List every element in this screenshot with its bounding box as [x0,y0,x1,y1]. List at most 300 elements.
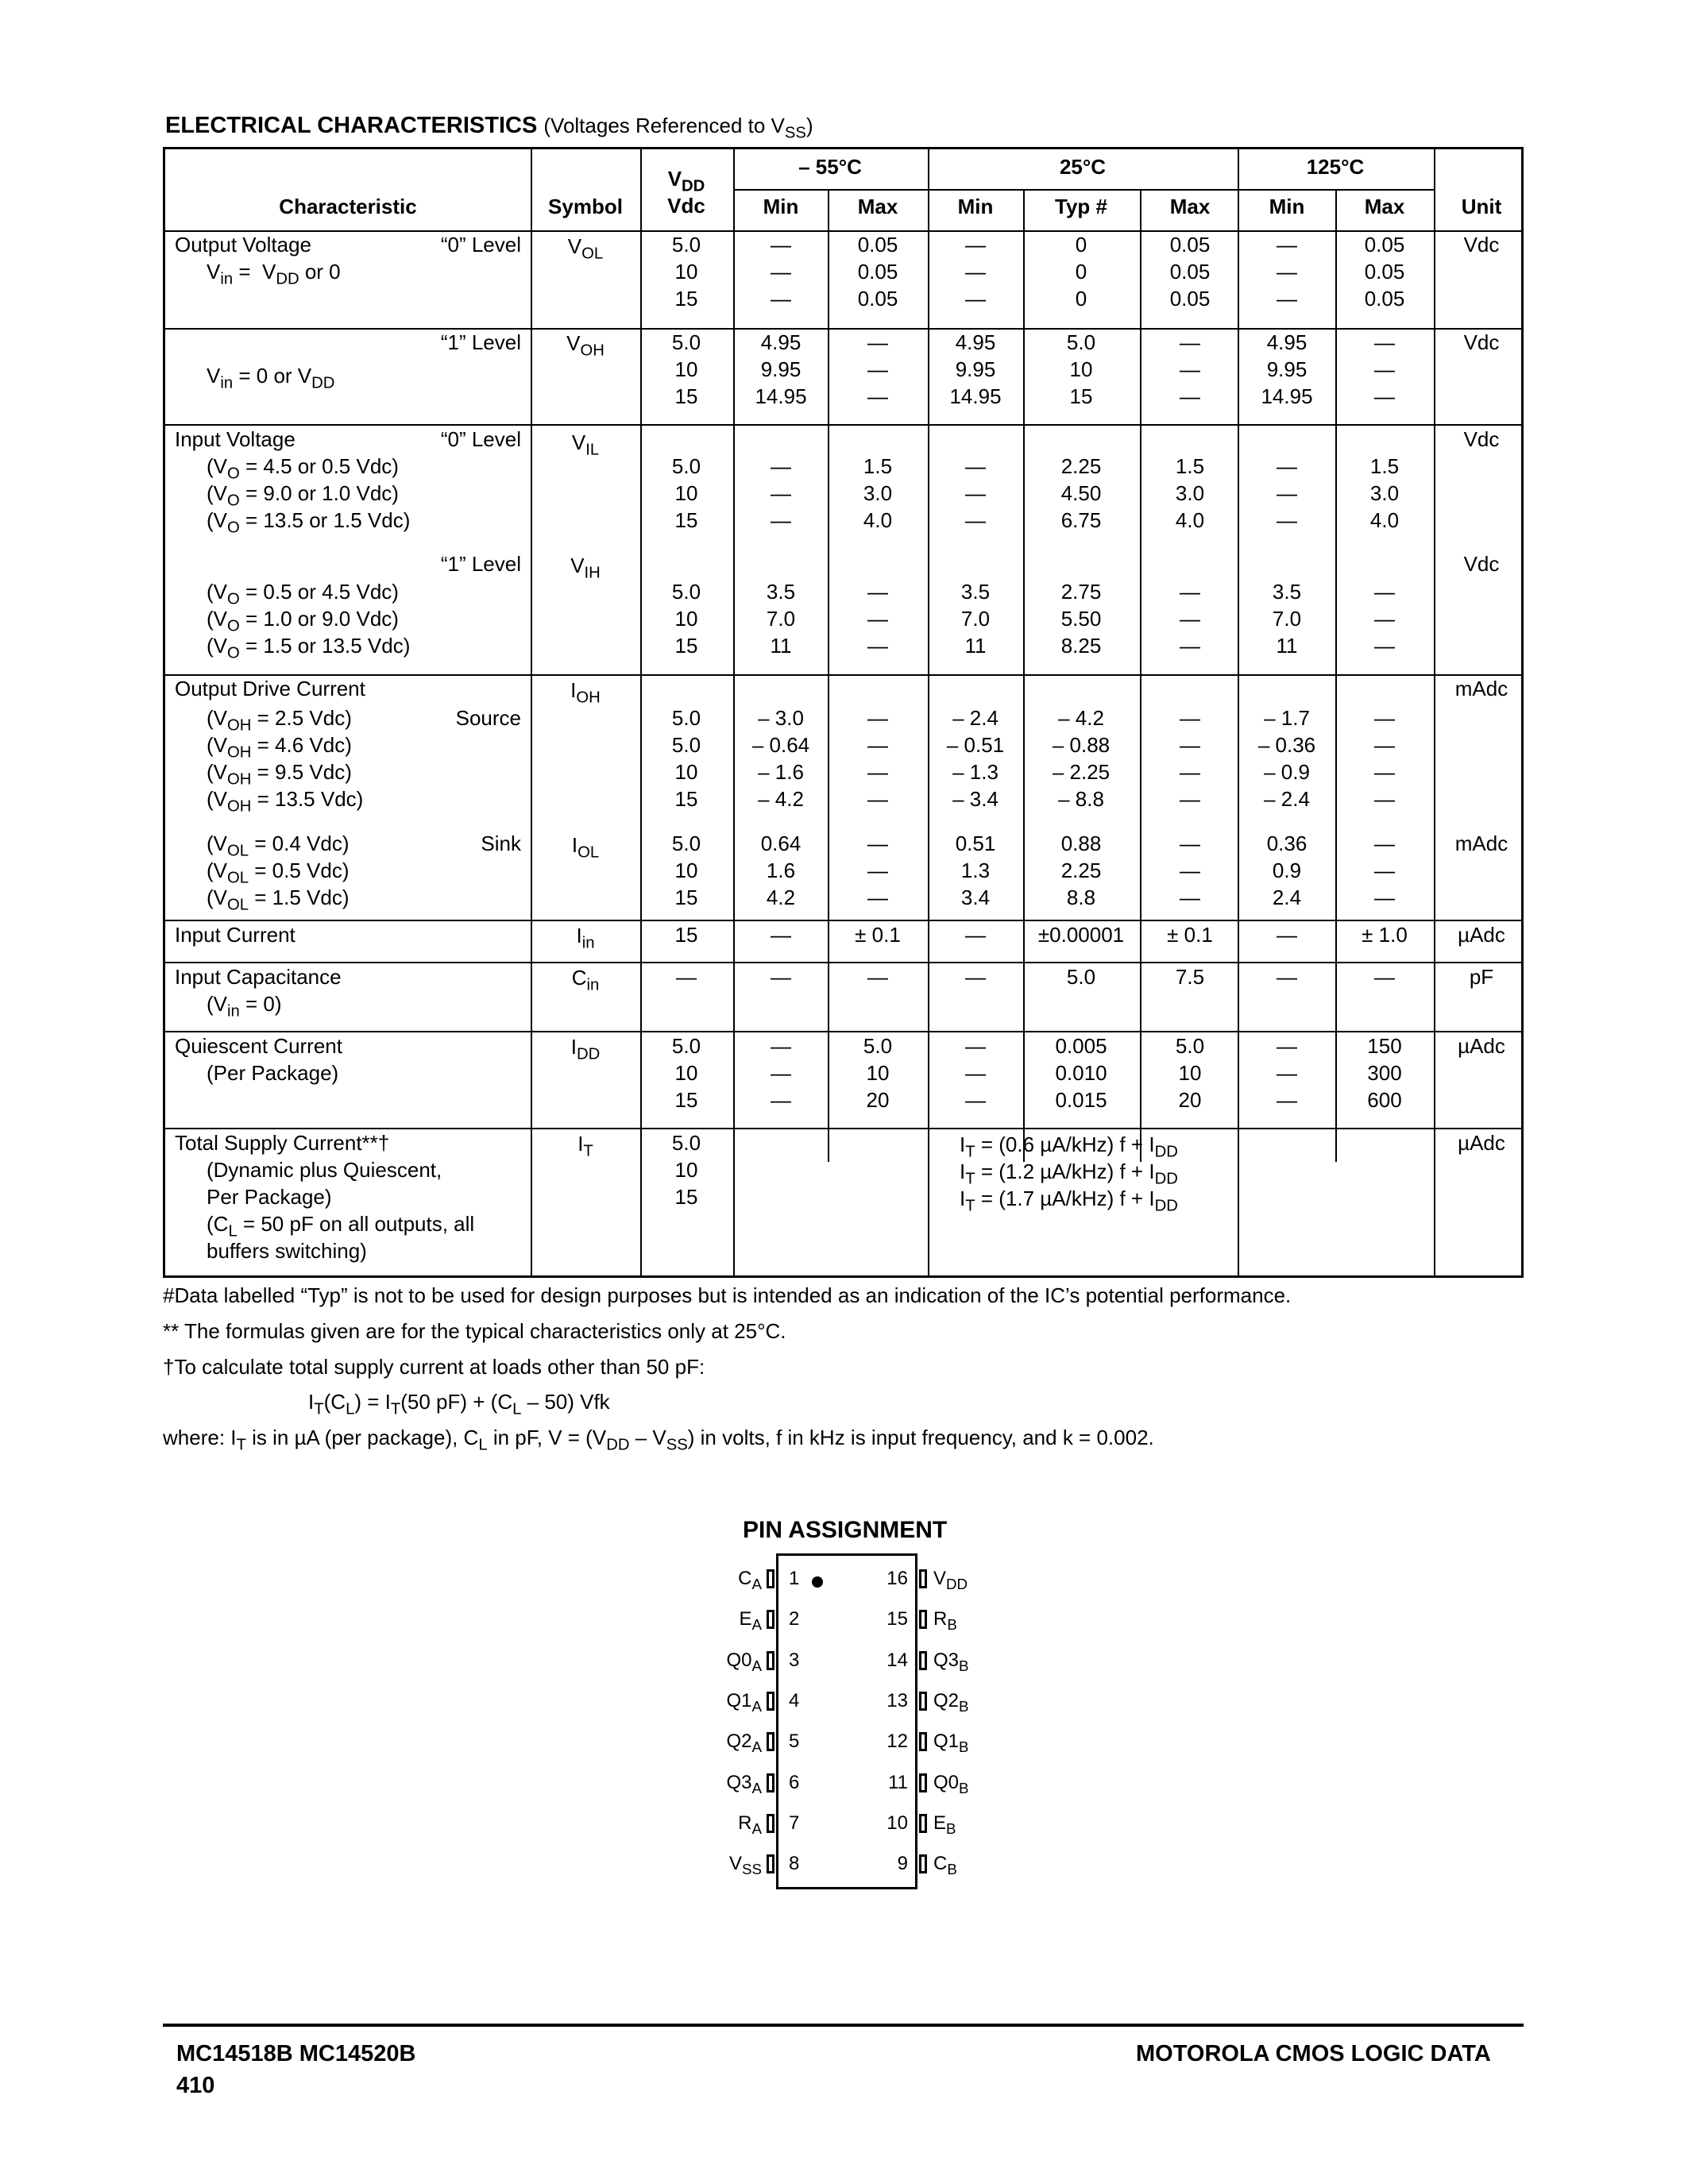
note-equation: $I_T(C_L) = I_T(50$ $pF) + (C_L - 50)$ Vfk [308,1390,610,1418]
value-cell: — [965,454,986,478]
value-cell: 9.95 [1266,357,1308,381]
pin1-marker-dot [812,1576,823,1588]
value-cell: 5.0 [671,706,701,730]
pin-label: $Q1_B$ [933,1731,969,1756]
row-symbol: $I_{in}$ [576,924,595,952]
value-cell: 0.05 [1364,260,1405,284]
pin-lead [767,1773,774,1792]
value-cell: 5.0 [1066,965,1096,989]
header-min: Min [763,195,799,218]
value-cell: — [1277,1034,1297,1058]
value-cell: — [771,287,791,311]
value-cell: — [867,886,888,909]
pin-number: 8 [789,1853,800,1875]
value-cell: — [771,1061,791,1085]
row-condition: ($V_{OH} = 9.5$ Vdc) [207,760,352,789]
value-cell: — [1180,357,1200,381]
value-cell: 5.0 [671,1034,701,1058]
row-unit: pF [1469,965,1494,989]
value-cell: — [1277,287,1297,311]
value-cell: 4.0 [1369,508,1400,532]
value-cell: 10 [1178,1061,1202,1085]
row-condition: ($V_{OH} = 2.5$ Vdc) [207,706,352,735]
row-condition: Per Package) [207,1185,332,1209]
value-cell: – 2.25 [1052,760,1111,784]
value-cell: 0.05 [857,287,898,311]
formula-line: $I_T = (1.7$ µA/kHz) $f + I_{DD}$ [960,1187,1178,1215]
pin-lead [767,1610,774,1629]
pin-label: $Q2_A$ [726,1731,762,1756]
value-cell: 4.50 [1060,481,1102,505]
pin-lead [919,1732,927,1751]
row-symbol: $V_{IL}$ [571,430,600,459]
footer-brand: MOTOROLA CMOS LOGIC DATA [1136,2041,1491,2066]
value-cell: — [1374,787,1395,811]
value-cell: 14.95 [755,384,807,408]
value-cell: 11 [1276,634,1298,658]
value-cell: 4.2 [766,886,796,909]
row-condition: $(V_{in} = 0)$ [207,992,282,1021]
row-level: “1” Level [440,552,521,576]
value-cell: — [867,384,888,408]
value-cell: 1.3 [960,859,991,882]
value-cell: 10 [674,481,698,505]
pin-number: 13 [886,1689,908,1711]
pin-label: $Q3_A$ [726,1771,762,1796]
value-cell: 7.0 [766,607,796,631]
value-cell: 20 [1178,1088,1202,1112]
value-cell: — [1277,1061,1297,1085]
header-min: Min [957,195,994,218]
value-cell: 5.0 [863,1034,893,1058]
value-cell: 10 [674,760,698,784]
value-cell: 2.4 [1272,886,1302,909]
row-symbol: $V_{OH}$ [566,331,605,360]
formula-line: $I_T = (0.6$ µA/kHz) $f + I_{DD}$ [960,1133,1178,1161]
value-cell: — [867,607,888,631]
value-cell: — [1374,886,1395,909]
row-unit: µAdc [1458,923,1505,947]
value-cell: 8.25 [1060,634,1102,658]
value-cell: ± 0.1 [1167,923,1213,947]
electrical-characteristics-table [163,147,1524,1278]
pin-label: $C_A$ [738,1568,762,1592]
pin-number: 3 [789,1649,800,1671]
value-cell: 0.05 [1169,233,1211,257]
value-cell: — [867,706,888,730]
pin-number: 16 [886,1568,908,1589]
value-cell: 5.50 [1060,607,1102,631]
value-cell: — [867,760,888,784]
note-loads: †To calculate total supply current at loads other than 50 pF: [163,1355,705,1379]
row-label-output-voltage: Output Voltage [175,233,312,257]
value-cell: — [771,1034,791,1058]
row-symbol: $I_{OH}$ [570,678,601,707]
value-cell: 0.51 [955,832,996,855]
value-cell: – 0.64 [751,733,810,757]
value-cell: 0.64 [760,832,802,855]
value-cell: — [1277,1088,1297,1112]
value-cell: 10 [674,1158,698,1182]
value-cell: — [1180,886,1200,909]
value-cell: 7.0 [960,607,991,631]
value-cell: — [1180,760,1200,784]
value-cell: — [771,481,791,505]
value-cell: 7.0 [1272,607,1302,631]
value-cell: — [1180,634,1200,658]
row-condition: ($V_{OL} = 1.5$ Vdc) [207,886,350,914]
value-cell: 300 [1367,1061,1402,1085]
pin-lead [767,1692,774,1711]
pin-number: 14 [886,1649,908,1671]
row-unit: µAdc [1458,1034,1505,1058]
value-cell: – 1.6 [758,760,804,784]
row-label-input-voltage: Input Voltage [175,427,295,451]
value-cell: 4.0 [863,508,893,532]
value-cell: ± 1.0 [1362,923,1408,947]
row-condition: ($V_O = 1.5$ or 13.5 Vdc) [207,634,411,662]
value-cell: 6.75 [1060,508,1102,532]
row-condition: ($V_O = 13.5$ or 1.5 Vdc) [207,508,411,537]
value-cell: 15 [674,1088,698,1112]
pin-label: $Q3_B$ [933,1649,969,1674]
row-unit: mAdc [1454,677,1508,700]
header-symbol: Symbol [548,195,623,218]
value-cell: 7.5 [1175,965,1205,989]
row-condition: ($V_{OH} = 13.5$ Vdc) [207,787,364,816]
row-level: “1” Level [440,330,521,354]
value-cell: 9.95 [955,357,996,381]
row-symbol: $V_{OL}$ [567,234,604,263]
value-cell: — [1277,454,1297,478]
value-cell: — [1277,508,1297,532]
value-cell: 10 [674,607,698,631]
header-max: Max [1364,195,1405,218]
value-cell: – 2.4 [1264,787,1310,811]
value-cell: 0.05 [1364,287,1405,311]
pin-lead [767,1854,774,1873]
value-cell: 10 [674,357,698,381]
value-cell: — [867,357,888,381]
row-symbol: $I_{DD}$ [570,1035,601,1063]
row-condition: ($V_O = 9.0$ or 1.0 Vdc) [207,481,399,510]
value-cell: — [965,233,986,257]
value-cell: — [1374,859,1395,882]
value-cell: — [1277,260,1297,284]
value-cell: – 3.4 [952,787,999,811]
pin-label: $V_{DD}$ [933,1568,968,1592]
value-cell: 3.5 [766,580,796,604]
value-cell: 15 [1069,384,1093,408]
value-cell: — [771,923,791,947]
value-cell: 5.0 [671,330,701,354]
header-characteristic: Characteristic [279,195,417,218]
value-cell: — [1277,965,1297,989]
value-cell: — [1180,832,1200,855]
value-cell: ±0.00001 [1037,923,1125,947]
value-cell: 5.0 [1175,1034,1205,1058]
value-cell: 2.25 [1060,454,1102,478]
header-max: Max [857,195,898,218]
row-label-input-capacitance: Input Capacitance [175,965,342,989]
value-cell: — [1374,580,1395,604]
value-cell: 0.005 [1055,1034,1107,1058]
value-cell: 0.05 [857,260,898,284]
value-cell: 15 [674,634,698,658]
value-cell: — [1374,733,1395,757]
value-cell: — [1374,634,1395,658]
value-cell: — [867,787,888,811]
value-cell: 0.015 [1055,1088,1107,1112]
value-cell: 15 [674,287,698,311]
value-cell: — [1374,706,1395,730]
header-max: Max [1169,195,1211,218]
value-cell: 0.05 [1364,233,1405,257]
value-cell: ± 0.1 [855,923,901,947]
value-cell: 9.95 [760,357,802,381]
pin-label: $E_B$ [933,1812,956,1837]
table-title: ELECTRICAL CHARACTERISTICS (Voltages Referenced to $V_{SS}$) [165,113,813,142]
value-cell: – 8.8 [1058,787,1104,811]
value-cell: 15 [674,787,698,811]
row-symbol: $V_{IH}$ [570,554,601,582]
pin-number: 7 [789,1812,800,1834]
pin-lead [919,1610,927,1629]
value-cell: — [1374,832,1395,855]
value-cell: — [1374,607,1395,631]
value-cell: – 1.7 [1264,706,1310,730]
row-unit: µAdc [1458,1131,1505,1155]
row-label-output-drive-current: Output Drive Current [175,677,365,700]
value-cell: — [1180,384,1200,408]
pin-label: $E_A$ [739,1608,762,1634]
value-cell: 0.05 [1169,260,1211,284]
value-cell: — [965,965,986,989]
value-cell: 15 [674,1185,698,1209]
value-cell: 15 [674,508,698,532]
value-cell: – 1.3 [952,760,999,784]
value-cell: — [1374,330,1395,354]
row-condition: ($V_{OL} = 0.5$ Vdc) [207,859,350,887]
value-cell: — [965,1061,986,1085]
value-cell: 1.5 [1175,454,1205,478]
value-cell: 1.5 [863,454,893,478]
value-cell: 0 [1075,287,1087,311]
value-cell: — [965,508,986,532]
value-cell: 0.9 [1272,859,1302,882]
value-cell: — [1374,384,1395,408]
pin-lead [919,1854,927,1873]
value-cell: 10 [1069,357,1093,381]
value-cell: 4.95 [760,330,802,354]
row-condition: (Per Package) [207,1061,339,1085]
pin-lead [767,1651,774,1670]
pin-number: 12 [886,1731,908,1753]
pin-label: $Q0_A$ [726,1649,762,1674]
value-cell: 4.95 [1266,330,1308,354]
pin-lead [919,1814,927,1833]
value-cell: 0.36 [1266,832,1308,855]
value-cell: — [771,1088,791,1112]
value-cell: 10 [866,1061,890,1085]
header-temp-25: 25°C [1059,155,1107,179]
pin-number: 15 [886,1608,908,1630]
value-cell: — [867,733,888,757]
row-condition: ($V_{OH} = 4.6$ Vdc) [207,733,352,762]
value-cell: 600 [1367,1088,1402,1112]
value-cell: 5.0 [671,733,701,757]
value-cell: — [1180,787,1200,811]
value-cell: 2.25 [1060,859,1102,882]
value-cell: – 0.51 [946,733,1005,757]
row-condition: $V_{in} = 0$ or $V_{DD}$ [207,364,335,392]
value-cell: — [1374,965,1395,989]
header-vdd: $V_{DD}$ [667,167,705,195]
pin-label: $R_B$ [933,1608,957,1634]
value-cell: — [867,580,888,604]
pin-number: 5 [789,1731,800,1753]
value-cell: — [867,634,888,658]
value-cell: — [771,260,791,284]
value-cell: — [1374,357,1395,381]
value-cell: — [965,287,986,311]
value-cell: – 4.2 [1058,706,1104,730]
value-cell: — [771,508,791,532]
pin-number: 1 [789,1568,800,1589]
pin-lead [919,1651,927,1670]
pin-label: $V_{SS}$ [729,1853,762,1878]
pin-lead [767,1732,774,1751]
note-formulas: ** The formulas given are for the typical characteristics only at 25°C. [163,1319,786,1343]
value-cell: 1.6 [766,859,796,882]
value-cell: 14.95 [1261,384,1313,408]
pin-label: $Q2_B$ [933,1689,969,1715]
value-cell: 5.0 [671,1131,701,1155]
value-cell: 3.5 [960,580,991,604]
value-cell: — [1277,923,1297,947]
pin-label: $Q1_A$ [726,1689,762,1715]
value-cell: 11 [770,634,792,658]
value-cell: 15 [674,384,698,408]
header-min: Min [1269,195,1305,218]
pin-lead [919,1692,927,1711]
ic-package [776,1553,917,1889]
row-symbol: $C_{in}$ [571,966,600,994]
value-cell: — [771,454,791,478]
value-cell: 15 [674,886,698,909]
value-cell: — [676,965,697,989]
value-cell: 10 [674,1061,698,1085]
pin-number: 2 [789,1608,800,1630]
row-condition: buffers switching) [207,1239,367,1263]
row-condition: ($V_{OL} = 0.4$ Vdc) [207,832,350,860]
value-cell: 5.0 [671,832,701,855]
value-cell: 0.05 [1169,287,1211,311]
value-cell: 10 [674,859,698,882]
value-cell: – 2.4 [952,706,999,730]
row-kind-source: Source [455,706,521,730]
row-label-total-supply-current: Total Supply Current**† [175,1131,390,1155]
note-where: where: $I_T$ is in µA (per package), $C_L$ in pF, $V = (V_{DD} - V_{SS})$ in volts, f in kHz is input frequency, and k = 0.002. [163,1426,1154,1454]
value-cell: 3.0 [1369,481,1400,505]
value-cell: – 0.36 [1257,733,1316,757]
value-cell: 2.75 [1060,580,1102,604]
value-cell: – 0.9 [1264,760,1310,784]
value-cell: — [867,832,888,855]
row-unit: Vdc [1463,330,1500,354]
value-cell: – 4.2 [758,787,804,811]
value-cell: 4.95 [955,330,996,354]
row-condition: ($V_O = 1.0$ or 9.0 Vdc) [207,607,399,635]
pin-label: $R_A$ [738,1812,762,1837]
value-cell: — [771,965,791,989]
pin-number: 9 [897,1853,908,1875]
value-cell: 1.5 [1369,454,1400,478]
row-level: “0” Level [440,427,521,451]
pin-label: $C_B$ [933,1853,957,1878]
pin-lead [767,1569,774,1588]
value-cell: 150 [1367,1034,1402,1058]
value-cell: 5.0 [671,580,701,604]
value-cell: — [867,859,888,882]
value-cell: — [965,260,986,284]
value-cell: — [1180,607,1200,631]
row-unit: Vdc [1463,427,1500,451]
row-symbol: $I_T$ [577,1132,593,1160]
footer-rule [163,2024,1524,2027]
note-typ: #Data labelled “Typ” is not to be used for design purposes but is intended as an indication of the IC’s potential performance. [163,1283,1292,1307]
value-cell: 0.05 [857,233,898,257]
footer-part-numbers: MC14518B MC14520B [176,2041,416,2066]
value-cell: — [965,1034,986,1058]
value-cell: 3.0 [863,481,893,505]
value-cell: 4.0 [1175,508,1205,532]
header-vdd-unit: Vdc [667,194,705,218]
value-cell: 3.5 [1272,580,1302,604]
value-cell: 10 [674,260,698,284]
row-condition: $V_{in} = V_{DD}$ or 0 [207,260,341,288]
value-cell: 5.0 [671,454,701,478]
footer-page-number: 410 [176,2073,215,2098]
value-cell: — [1180,580,1200,604]
pin-label: $Q0_B$ [933,1771,969,1796]
pin-number: 6 [789,1771,800,1793]
value-cell: — [1180,330,1200,354]
value-cell: 15 [674,923,698,947]
pin-number: 11 [888,1771,908,1793]
value-cell: 8.8 [1066,886,1096,909]
value-cell: 5.0 [671,233,701,257]
value-cell: – 3.0 [758,706,804,730]
value-cell: — [867,330,888,354]
pin-lead [919,1569,927,1588]
row-kind-sink: Sink [481,832,521,855]
row-unit: mAdc [1454,832,1508,855]
pin-assignment-title: PIN ASSIGNMENT [743,1517,948,1543]
row-condition: ($V_O = 0.5$ or 4.5 Vdc) [207,580,399,608]
row-condition: ($V_O = 4.5$ or 0.5 Vdc) [207,454,399,483]
value-cell: — [965,1088,986,1112]
value-cell: 0 [1075,260,1087,284]
row-condition: (Dynamic plus Quiescent, [207,1158,442,1182]
value-cell: – 0.88 [1052,733,1111,757]
row-unit: Vdc [1463,233,1500,257]
pin-lead [767,1814,774,1833]
value-cell: — [1277,233,1297,257]
value-cell: — [1180,733,1200,757]
value-cell: — [1374,760,1395,784]
value-cell: 20 [866,1088,890,1112]
